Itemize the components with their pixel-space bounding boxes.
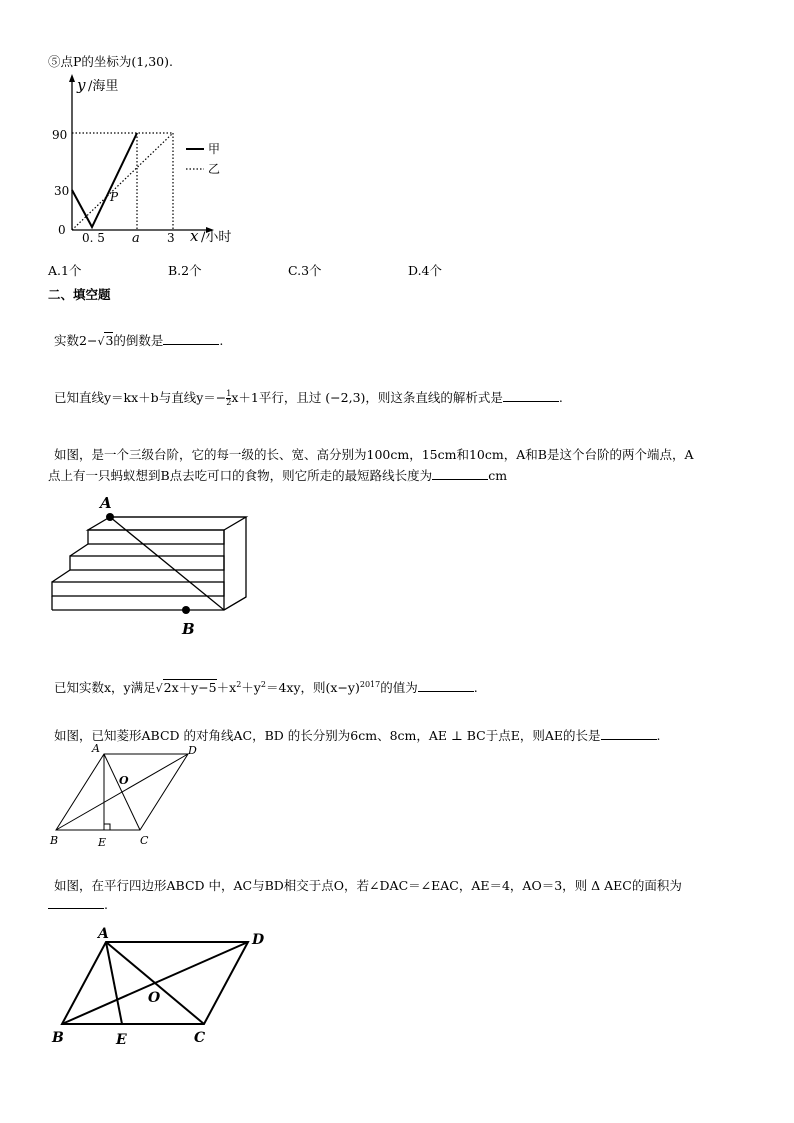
option-a: A.1个 bbox=[48, 263, 82, 278]
legend-jia-label: 甲 bbox=[208, 142, 221, 156]
q2-frac-num: 1 bbox=[226, 389, 232, 398]
q4-middle2: ＋y bbox=[241, 680, 261, 695]
rhombus-label-d: D bbox=[188, 744, 197, 757]
label-a: A bbox=[100, 494, 112, 512]
parallelogram-label-a: A bbox=[98, 926, 109, 942]
q3-unit: cm bbox=[488, 468, 508, 483]
option-d: D.4个 bbox=[408, 263, 443, 278]
q2-prefix: 已知直线y＝kx＋b与直线y＝− bbox=[54, 390, 227, 405]
parallelogram-label-c: C bbox=[194, 1030, 206, 1046]
q2-frac-den: 2 bbox=[226, 398, 232, 407]
parallelogram-label-d: D bbox=[252, 932, 265, 948]
option-b: B.2个 bbox=[168, 263, 202, 278]
q2-answer-blank[interactable] bbox=[503, 390, 559, 402]
q5-end: . bbox=[656, 728, 661, 743]
statement-5: ⑤点P的坐标为(1,30). bbox=[48, 54, 173, 69]
question-6-line2 bbox=[48, 897, 108, 912]
series-yi-line bbox=[72, 133, 173, 230]
question-3-line1: 如图，是一个三级台阶，它的每一级的长、宽、高分别为100cm，15cm和10cm，A和B是这个台阶的两个端点，A bbox=[54, 447, 694, 462]
q1-prefix: 实数2− bbox=[54, 333, 98, 348]
q1-answer-blank[interactable] bbox=[163, 333, 219, 345]
parallelogram-label-e: E bbox=[116, 1032, 127, 1048]
option-c: C.3个 bbox=[288, 263, 322, 278]
q4-middle3: ＝4xy，则(x−y) bbox=[265, 680, 360, 695]
rhombus-figure bbox=[48, 742, 208, 850]
q1-end: . bbox=[219, 333, 224, 348]
q4-middle: ＋x bbox=[216, 680, 237, 695]
question-3-line2 bbox=[48, 466, 507, 484]
x-tick-a: a bbox=[132, 231, 140, 246]
q2-middle: x＋1平行，且过 (−2,3)，则这条直线的解析式是 bbox=[231, 390, 503, 405]
distance-time-graph bbox=[40, 70, 280, 250]
question-6: 如图，在平行四边形ABCD 中，AC与BD相交于点O，若∠DAC＝∠EAC，AE＝4，AO＝3，则 Δ AEC的面积为 bbox=[54, 878, 682, 893]
label-b: B bbox=[182, 620, 195, 638]
legend-yi-label: 乙 bbox=[208, 162, 221, 176]
series-jia-line bbox=[72, 133, 137, 227]
q1-suffix: 的倒数是 bbox=[113, 333, 164, 348]
question-1: 实数2−√3的倒数是 . bbox=[54, 333, 224, 348]
point-b bbox=[182, 606, 190, 614]
q4-end: . bbox=[473, 680, 478, 695]
q5-text: 如图，已知菱形ABCD 的对角线AC，BD 的长分别为6cm、8cm，AE ⊥ BC于点E，则AE的长是 bbox=[54, 728, 601, 743]
q4-radicand: 2x＋y−5 bbox=[163, 680, 217, 695]
q3-answer-blank[interactable] bbox=[432, 468, 488, 480]
rhombus-label-c: C bbox=[140, 834, 149, 847]
q4-prefix: 已知实数x，y满足 bbox=[54, 680, 156, 695]
section-title: 二、填空题 bbox=[48, 287, 111, 302]
y-axis-unit: /海里 bbox=[88, 79, 119, 94]
point-p-label: P bbox=[110, 190, 119, 204]
parallelogram-figure bbox=[48, 924, 278, 1054]
y-tick-30: 30 bbox=[54, 184, 70, 198]
q3-line2-text: 点上有一只蚂蚁想到B点去吃可口的食物，则它所走的最短路线长度为 bbox=[48, 468, 433, 483]
rhombus-label-e: E bbox=[98, 836, 107, 849]
rhombus-label-a: A bbox=[92, 742, 100, 755]
q4-sup-1: 2 bbox=[236, 679, 242, 689]
question-2 bbox=[54, 388, 563, 407]
q4-exponent: 2017 bbox=[359, 679, 381, 689]
question-4: 已知实数x，y满足$√2x+y-5+x^2+y^2=4xy$，则$(x-y)^{2017}$的值为 . bbox=[54, 679, 478, 695]
q1-radicand: 3 bbox=[105, 333, 114, 348]
q5-answer-blank[interactable] bbox=[601, 728, 657, 740]
x-tick-0.5: 0. 5 bbox=[82, 231, 105, 245]
y-tick-0: 0 bbox=[58, 223, 66, 237]
q2-end: . bbox=[558, 390, 563, 405]
q4-answer-blank[interactable] bbox=[418, 680, 474, 692]
y-axis-label: y bbox=[77, 76, 86, 94]
q6-end: . bbox=[104, 897, 108, 912]
y-tick-90: 90 bbox=[52, 128, 68, 142]
rhombus-label-o: O bbox=[119, 774, 129, 787]
q6-answer-blank[interactable] bbox=[48, 897, 104, 909]
parallelogram-label-o: O bbox=[148, 990, 161, 1006]
q4-sup-2: 2 bbox=[260, 679, 266, 689]
x-axis-label: x bbox=[190, 227, 199, 245]
q4-suffix: 的值为 bbox=[380, 680, 418, 695]
rhombus-label-b: B bbox=[50, 834, 59, 847]
parallelogram-label-b: B bbox=[52, 1030, 64, 1046]
x-axis-unit: /小时 bbox=[201, 230, 232, 245]
staircase-figure bbox=[48, 492, 248, 642]
x-tick-3: 3 bbox=[167, 231, 175, 245]
point-a bbox=[106, 513, 114, 521]
